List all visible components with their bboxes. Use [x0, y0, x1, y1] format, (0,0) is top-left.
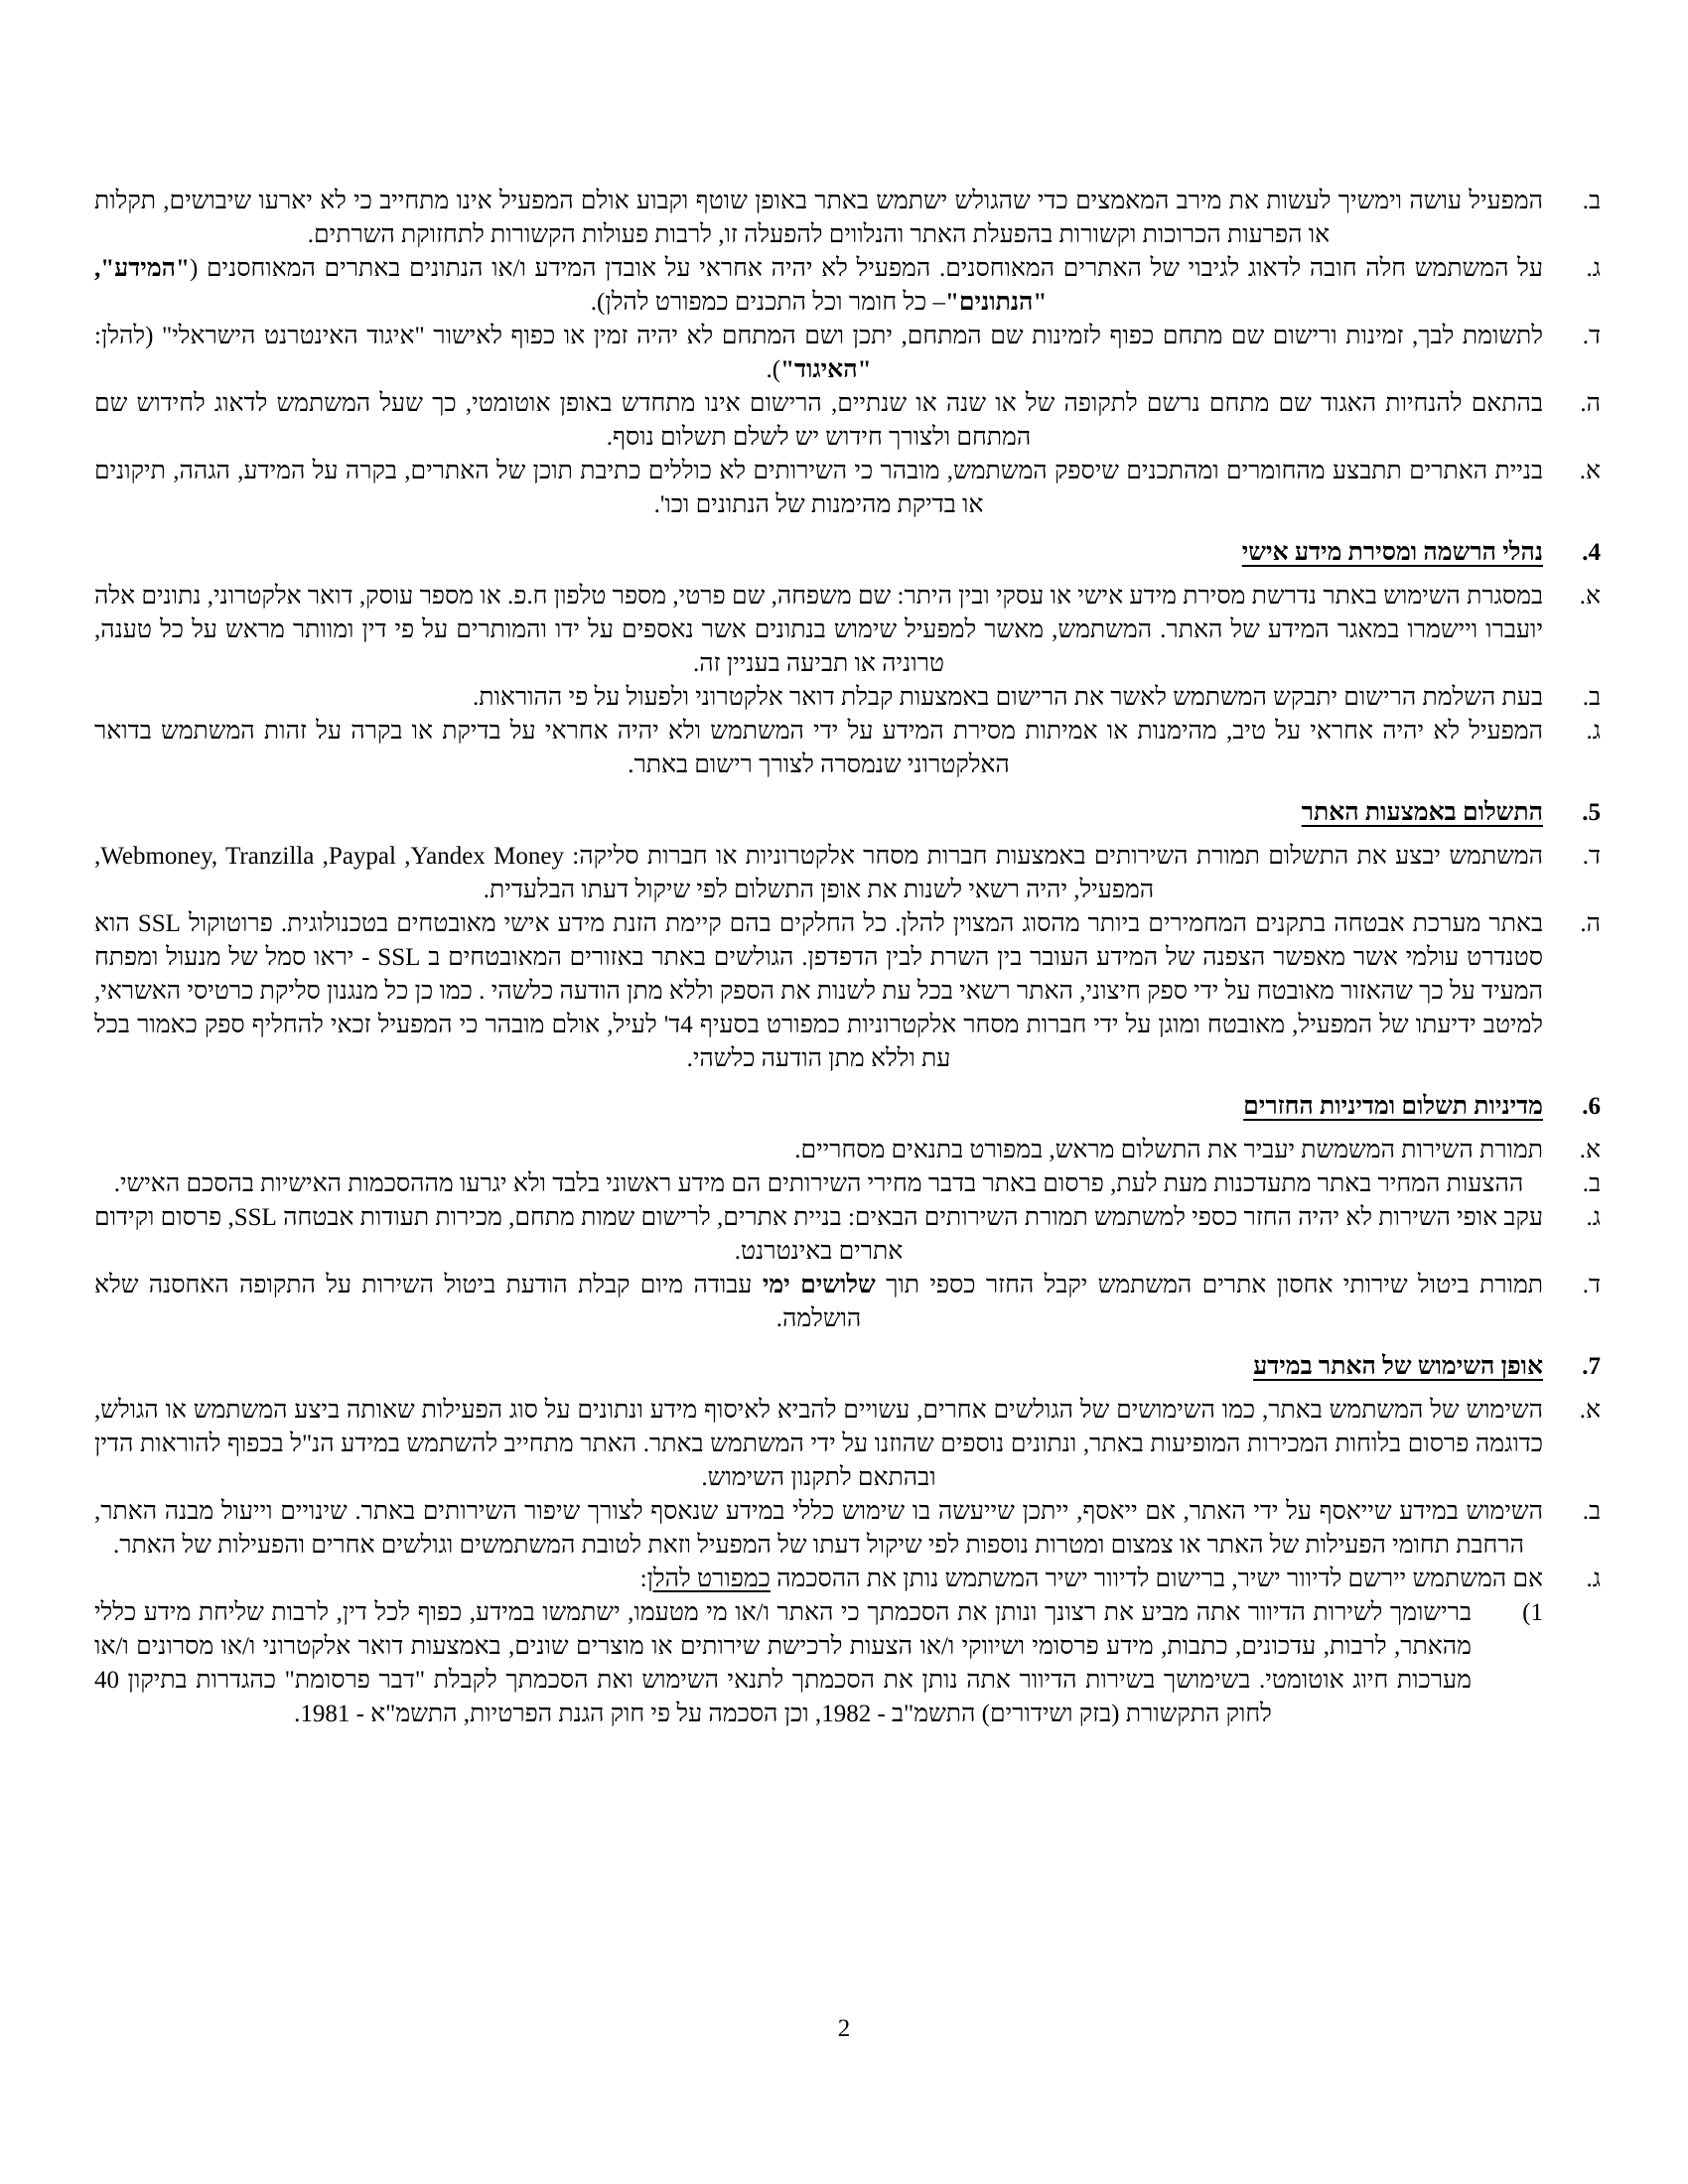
item-text — [94, 1563, 1543, 1731]
text-run: המפעיל עושה וימשיך לעשות את מירב המאמצים כדי שהגולש ישתמש באתר באופן שוטף וקבוע אולם המפעיל אינו מתחייב כי לא יארעו שיבושים, תקלות או הפרעות הכרוכות וקשורות בהפעלת האתר והנלווים להפעלה זו, לרבות פעולות הקשורות לתחזוקת השרתים. — [94, 188, 1543, 248]
item-marker: א. — [1579, 458, 1601, 484]
item-marker: ב. — [1582, 1170, 1601, 1197]
item-text — [94, 455, 1543, 522]
item-marker: א. — [1579, 583, 1601, 610]
text-run: עקב אופי השירות לא יהיה החזר כספי למשתמש תמורת השירותים הבאים: בניית אתרים, לרישום שמות מתחם, מכירות תעודות אבטחה SSL, פרסום וקידום אתרים באינטרנט. — [94, 1204, 1543, 1265]
item-marker: ד. — [1582, 843, 1601, 870]
list-item — [94, 387, 1601, 455]
item-text — [94, 715, 1543, 782]
section-heading — [94, 796, 1601, 830]
text-run: : — [639, 1566, 647, 1592]
item-text — [94, 1394, 1543, 1495]
text-run: עבודה מיום קבלת הודעת ביטול השירות על התקופה האחסנה שלא הושלמה. — [94, 1272, 862, 1332]
sub-item-text — [94, 1596, 1472, 1731]
item-text — [94, 580, 1543, 681]
item-text — [94, 320, 1543, 387]
text-run: בניית האתרים תתבצע מהחומרים ומהתכנים שיספק המשתמש, מובהר כי השירותים לא כוללים כתיבת תוכן של האתרים, בקרה על המידע, הגהה, תיקונים או בדיקת מהימנות של הנתונים וכו'. — [94, 458, 1543, 518]
item-marker: ב. — [1582, 1498, 1601, 1525]
text-run: המפעיל לא יהיה אחראי על טיב, מהימנות או אמיתות מסירת המידע על ידי המשתמש ולא יהיה אחראי על בדיקת או בקרה על זהות המשתמש בדואר האלקטרוני שנמסרה לצורך רישום באתר. — [94, 718, 1543, 778]
text-run: – כל חומר וכל התכנים כמפורט להלן). — [590, 289, 946, 316]
list-item — [94, 185, 1601, 252]
section-number: 6. — [1582, 1093, 1601, 1120]
list-item — [94, 320, 1601, 387]
list-item — [94, 580, 1601, 681]
list-item — [94, 907, 1601, 1076]
item-marker: ג. — [1586, 1204, 1601, 1231]
list-item — [94, 681, 1601, 715]
document-sections — [94, 185, 1601, 1731]
section-heading — [94, 1350, 1601, 1384]
item-text — [94, 1495, 1543, 1563]
text-run: השימוש במידע שייאסף על ידי האתר, אם ייאסף, ייתכן שייעשה בו שימוש כללי במידע שנאסף לצורך שיפור השירותים באתר. שינויים וייעול מבנה האתר, הרחבת תחומי הפעילות של האתר או צמצום ומטרות נוספות לפי שיקול דעתו של המפעיל וזאת לטובת המשתמשים וגולשים אחרים והפעילות של האתר. — [94, 1498, 1543, 1559]
list-item — [94, 715, 1601, 782]
text-run: "המידע", "הנתונים" — [94, 255, 1048, 316]
text-run: לתשומת לבך, זמינות ורישום שם מתחם כפוף לזמינות שם המתחם, יתכן ושם המתחם לא יהיה זמין או כפוף לאישור "איגוד האינטרנט הישראלי" (להלן: — [94, 323, 1543, 349]
section-heading-text: התשלום באמצעות האתר — [1301, 799, 1543, 826]
list-item — [94, 1394, 1601, 1495]
list-item — [94, 252, 1601, 320]
text-run: בהתאם להנחיות האגוד שם מתחם נרשם לתקופה של או שנה או שנתיים, הרישום אינו מתחדש באופן אוטומטי, כך שעל המשתמש לדאוג לחידוש שם המתחם ולצורך חידוש יש לשלם תשלום נוסף. — [94, 390, 1543, 451]
list-item — [94, 1134, 1601, 1167]
sub-list-item — [94, 1596, 1543, 1731]
section-heading-text: אופן השימוש של האתר במידע — [1253, 1353, 1543, 1380]
text-run: תמורת ביטול שירותי אחסון אתרים המשתמש יקבל החזר כספי תוך — [875, 1272, 1544, 1298]
item-marker: ג. — [1586, 255, 1601, 282]
item-marker: ב. — [1582, 684, 1601, 711]
item-text — [94, 840, 1543, 907]
item-marker: ב. — [1582, 188, 1601, 214]
text-run: שלושים ימי — [762, 1272, 876, 1298]
item-marker: ג. — [1586, 1566, 1601, 1592]
item-marker: ג. — [1586, 718, 1601, 745]
item-text — [94, 387, 1543, 455]
item-marker: א. — [1579, 1137, 1601, 1163]
list-item — [94, 1201, 1601, 1269]
item-marker: ה. — [1580, 910, 1601, 937]
list-item — [94, 1495, 1601, 1563]
item-text — [94, 1201, 1543, 1269]
list-item — [94, 455, 1601, 522]
list-item — [94, 1563, 1601, 1731]
item-text — [94, 1269, 1543, 1336]
text-run: ברישומך לשירות הדיוור אתה מביע את רצונך ונותן את הסכמתך כי האתר ו/או מי מטעמו, ישתמשו במידע, כפוף לכל דין, לרבות שליחת מידע כללי מהאתר, לרבות, עדכונים, כתבות, מידע פרסומי ושיווקי ו/או הצעות לרכישת שירותים או מוצרים שונים, באמצעות דואר אלקטרוני ו/או מסרונים ו/או מערכות חיוג אוטומטי. בשימושך בשירות הדיוור אתה נותן את הסכמתך לתנאי השימוש ואת הסכמתך לקבלת "דבר פרסומת" כהגדרות בתיקון 40 לחוק התקשורת (בזק ושידורים) התשמ"ב - 1982, וכן הסכמה על פי חוק הגנת הפרטיות, התשמ"א - 1981. — [94, 1599, 1472, 1727]
item-text — [94, 1134, 1543, 1167]
text-run: באתר מערכת אבטחה בתקנים המחמירים ביותר מהסוג המצוין להלן. כל החלקים בהם קיימת הזנת מידע אישי מאובטחים בטכנולוגית. פרוטוקול SSL הוא סטנדרט עולמי אשר מאפשר הצפנה של המידע העובר בין השרת לבין הדפדפן. הגולשים באתר באזורים המאובטחים ב SSL - יראו סמל של מנעול ומפתח המעיד על כך שהאזור מאובטח על ידי ספק חיצוני, האתר רשאי בכל עת לשנות את הספק וללא מתן הודעה כלשהי . כמו כן כל מנגנון סליקת כרטיסי האשראי, למיטב ידיעתו של המפעיל, מאובטח ומוגן על ידי חברות מסחר אלקטרוניות כמפורט בסעיף 4ד' לעיל, אולם מובהר כי המפעיל זכאי להחליף ספק כאמור בכל עת וללא מתן הודעה כלשהי. — [94, 910, 1543, 1072]
text-run: השימוש של המשתמש באתר, כמו השימושים של הגולשים אחרים, עשויים להביא לאיסוף מידע ונתונים על סוג הפעילות שאותה ביצע המשתמש או הגולש, כדוגמה פרסום בלוחות המכירות המופיעות באתר, ונתונים נוספים שהוזנו על ידי המשתמש באתר. האתר מתחייב להשתמש במידע הנ"ל בכפוף להוראות הדין ובהתאם לתקנון השימוש. — [94, 1397, 1543, 1491]
text-run: "האיגוד" — [780, 356, 872, 383]
list-item — [94, 840, 1601, 907]
item-marker: ד. — [1582, 1272, 1601, 1298]
text-run: על המשתמש חלה חובה לדאוג לגיבוי של האתרים המאוחסנים. המפעיל לא יהיה אחראי על אובדן המידע ו/או הנתונים באתרים המאוחסנים ( — [189, 255, 1543, 282]
item-marker: ד. — [1582, 323, 1601, 349]
text-run: ההצעות המחיר באתר מתעדכנות מעת לעת, פרסום באתר בדבר מחירי השירותים הם מידע ראשוני בלבד ולא יגרעו מההסכמות האישיות בהסכם האישי. — [113, 1170, 1524, 1197]
item-text — [94, 907, 1543, 1076]
text-run: המשתמש יבצע את התשלום תמורת השירותים באמצעות חברות מסחר אלקטרוניות או חברות סליקה: Webmoney, Tranzilla ,Paypal ,Yandex Money, המפעיל, יהיה רשאי לשנות את אופן התשלום לפי שיקול דעתו הבלעדית. — [94, 843, 1543, 903]
item-text — [94, 252, 1543, 320]
item-marker: ה. — [1580, 390, 1601, 417]
text-run: בעת השלמת הרישום יתבקש המשתמש לאשר את הרישום באמצעות קבלת דואר אלקטרוני ולפעול על פי ההוראות. — [472, 684, 1543, 711]
item-text — [94, 185, 1543, 252]
section-heading — [94, 1090, 1601, 1124]
list-item — [94, 1269, 1601, 1336]
page-number: 2 — [837, 2015, 851, 2042]
sub-item-marker: 1) — [1522, 1599, 1543, 1626]
section-heading-text: נהלי הרשמה ומסירת מידע אישי — [1241, 539, 1543, 566]
text-run: תמורת השירות המשמשת יעביר את התשלום מראש, במפורט בתנאים מסחריים. — [794, 1137, 1543, 1163]
section-heading — [94, 536, 1601, 570]
item-marker: א. — [1579, 1397, 1601, 1424]
text-run: ). — [766, 356, 781, 383]
section-number: 4. — [1582, 539, 1601, 566]
item-text — [94, 1167, 1543, 1201]
section-heading-text: מדיניות תשלום ומדיניות החזרים — [1243, 1093, 1543, 1120]
list-item — [94, 1167, 1601, 1201]
text-run: במסגרת השימוש באתר נדרשת מסירת מידע אישי או עסקי ובין היתר: שם משפחה, שם פרטי, מספר טלפון ח.פ. או מספר עוסק, דואר אלקטרוני, נתונים אלה יועברו ויישמרו במאגר המידע של האתר. המשתמש, מאשר למפעיל שימוש בנתונים אשר נאספים על ידו והמותרים על פי דין ומוותר מראש על כל טענה, טרוניה או תביעה בעניין זה. — [94, 583, 1543, 677]
text-run: כמפורט להלן — [646, 1566, 771, 1592]
text-run: אם המשתמש יירשם לדיוור ישיר, ברישום לדיוור ישיר המשתמש נותן את ההסכמה — [770, 1566, 1543, 1592]
section-number: 5. — [1582, 799, 1601, 826]
item-text — [94, 681, 1543, 715]
section-number: 7. — [1582, 1353, 1601, 1380]
